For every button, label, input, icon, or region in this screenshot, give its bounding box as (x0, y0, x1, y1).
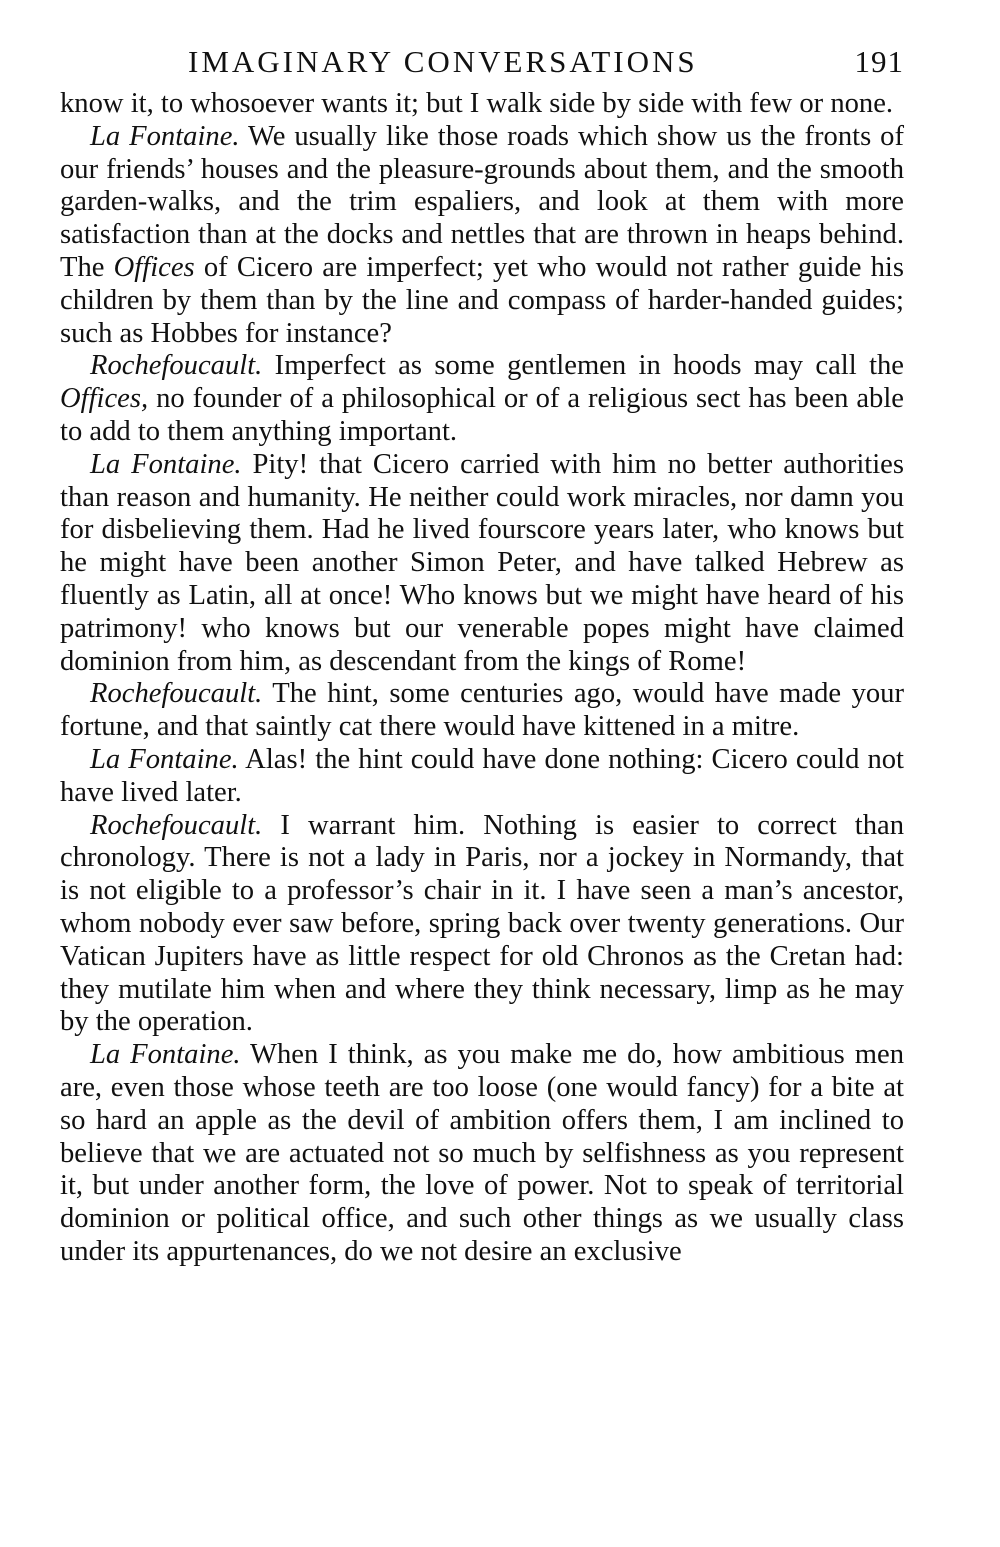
speaker-name: La Fontaine. (90, 1039, 241, 1071)
speaker-name: Rochefoucault. (90, 809, 263, 841)
paragraph-text: The hint, some centuries ago, would have made your fortune, and that saintly cat there would have kittened in a mitre. (60, 678, 904, 743)
paragraph (60, 744, 904, 810)
book-page (60, 40, 904, 1269)
speaker-name: Rochefoucault. (90, 350, 263, 382)
paragraph (60, 678, 904, 744)
paragraph (60, 449, 904, 679)
speaker-name: Rochefoucault. (90, 678, 263, 710)
paragraph-text: We usually like those roads which show us the fronts of our friends’ houses and the pleasure-grounds about them, and the smooth garden-walks, and the trim espaliers, and look at them with more satisfaction than at the docks and nettles that are thrown in heaps behind. The (60, 120, 905, 283)
body-text (60, 88, 904, 1269)
work-title: Offices, (60, 383, 149, 415)
page-number: 191 (854, 44, 904, 79)
page-header (60, 40, 904, 88)
speaker-name: La Fontaine. (90, 448, 242, 480)
paragraph-text: Alas! the hint could have done nothing: Cicero could not have lived later. (60, 743, 904, 808)
paragraph (60, 810, 904, 1040)
speaker-name: La Fontaine. (90, 743, 239, 775)
speaker-name: La Fontaine. (90, 120, 240, 152)
work-title: Offices (113, 251, 195, 283)
paragraph-text: know it, to whosoever wants it; but I walk side by side with few or none. (60, 88, 894, 119)
paragraph-text: When I think, as you make me do, how ambitious men are, even those whose teeth are too loose (one would fancy) for a bite at so hard an apple as the devil of ambition offers them, I am inclined to believe that we are actuated not so much by selfishness as you represent it, but under another form, the love of power. Not to speak of territorial dominion or political office, and such other things as we usually class under its appurtenances, do we not desire an exclusive (60, 1039, 904, 1267)
paragraph (60, 1039, 904, 1269)
paragraph (60, 350, 904, 448)
paragraph (60, 88, 904, 121)
paragraph-text: Imperfect as some gentlemen in hoods may call the (262, 350, 904, 382)
paragraph (60, 121, 904, 351)
paragraph-text: no founder of a philosophical or of a religious sect has been able to add to them anything important. (60, 383, 904, 447)
paragraph-text: I warrant him. Nothing is easier to correct than chronology. There is not a lady in Paris, nor a jockey in Normandy, that is not eligible to a professor’s chair in it. I have seen a man’s ancestor, whom nobody ever saw before, spring back over twenty generations. Our Vatican Jupiters have as little respect for old Chronos as the Cretan had: they mutilate him when and where they think necessary, limp as he may by the operation. (60, 809, 904, 1038)
running-head: IMAGINARY CONVERSATIONS (188, 44, 698, 79)
paragraph-text: Pity! that Cicero carried with him no better authorities than reason and humanity. He neither could work miracles, nor damn you for disbelieving them. Had he lived fourscore years later, who knows but he might have been another Simon Peter, and have talked Hebrew as fluently as Latin, all at once! Who knows but we might have heard of his patrimony! who knows but our venerable popes might have claimed dominion from him, as descendant from the kings of Rome! (60, 448, 904, 677)
paragraph-text: of Cicero are imperfect; yet who would not rather guide his children by them than by the line and compass of harder-handed guides; such as Hobbes for instance? (60, 251, 904, 349)
